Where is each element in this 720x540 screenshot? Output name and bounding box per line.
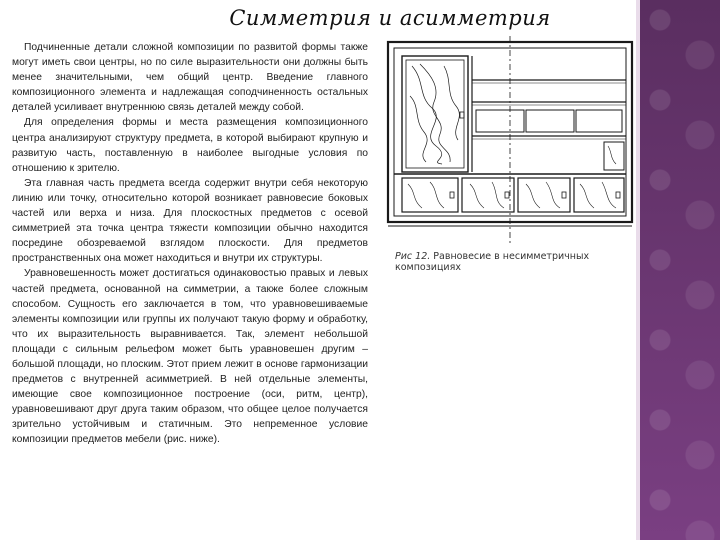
- body-text: [12, 40, 368, 510]
- slide-title: Симметрия и асимметрия: [229, 6, 551, 30]
- tall-door: [402, 56, 468, 172]
- small-panel-1: [476, 110, 524, 132]
- figure-caption: [395, 251, 640, 273]
- decorative-side-band: [640, 0, 720, 540]
- paragraph-4: Уравновешенность может достигаться одинаковостью правых и левых частей предмета, основанной на симметрии, а также более сложным способом. Сущность его заключается в том, что уравновешиваемые элементы композиции или группы их получают такую форму и обработку, что их выразительность выравнивается. Так, элемент небольшой площади с сильным рельефом может быть уравновешен другим – большой площади, но плоским. Этот прием лежит в основе гармонизации предметов с внутренней асимметрией. В ней отдельные элементы, имеющие свое композиционное построение (оси, ритм, центр), уравновешивают друг друга таким образом, что общее целое получается зрительно устойчивым и статичным. Это непременное условие композиции предметов мебели (рис. ниже).: [12, 268, 368, 446]
- caption-text: Равновесие в несимметричных композициях: [395, 251, 590, 273]
- furniture-figure: [380, 36, 638, 248]
- small-panel-2: [526, 110, 574, 132]
- band-pattern: [640, 0, 720, 540]
- furniture-drawing: [380, 36, 638, 248]
- lower-door-4: [574, 178, 624, 212]
- caption-label: Рис 12.: [395, 251, 431, 262]
- paragraph-2: Для определения формы и места размещения композиционного центра анализируют структуру предмета, в которой выбирают крупную и развитую часть, поставленную в наиболее выгодные условия по отношению к зрителю.: [12, 117, 368, 174]
- paragraph-1: Подчиненные детали сложной композиции по развитой формы также могут иметь свои центры, но по силе выразительности они должны быть менее значительными, чем общий центр. Введение главного композиционного элемента и надлежащая соподчиненность остальных деталей усиливает внутреннюю связь деталей между собой.: [12, 42, 368, 114]
- paragraph-3: Эта главная часть предмета всегда содержит внутри себя некоторую линию или точку, относительно которой возникает равновесие боковых частей или верха и низа. Для плоскостных предметов с осевой симметрией эта точка центра тяжести композиции обычно находится посредине обозреваемой взглядом плоскости. Для предметов пространственных она может находиться и внутри их структуры.: [12, 177, 368, 265]
- small-panel-3: [576, 110, 622, 132]
- lower-door-2: [462, 178, 514, 212]
